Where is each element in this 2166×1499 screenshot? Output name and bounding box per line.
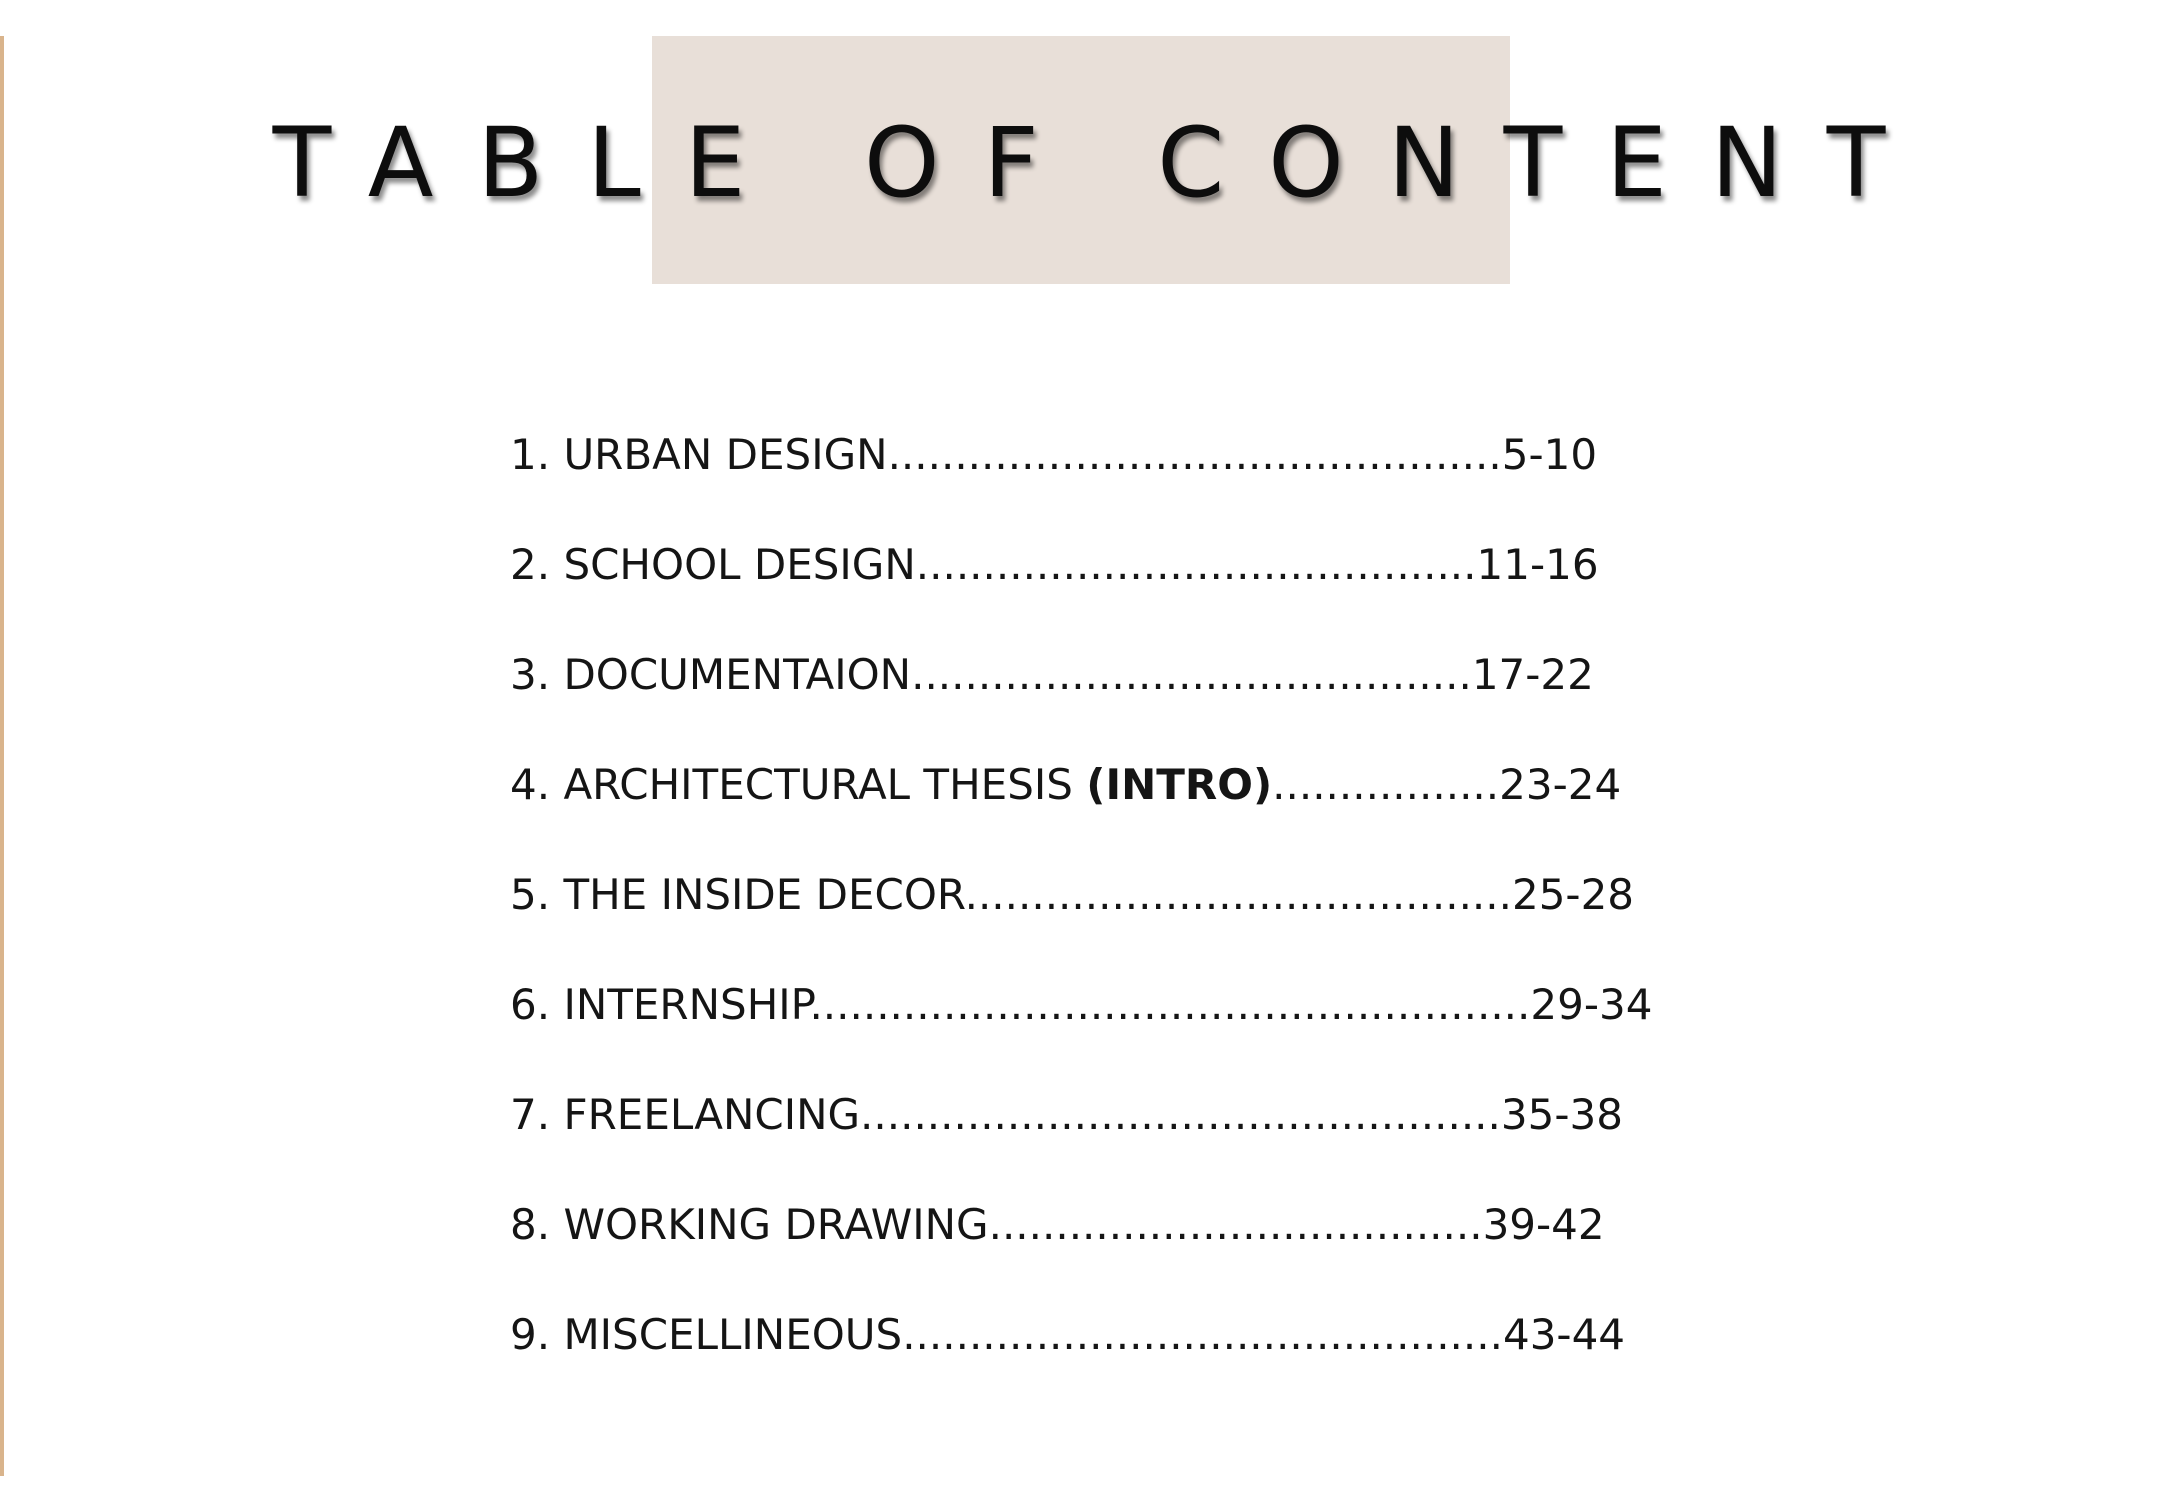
toc-entry-label: WORKING DRAWING [563,1200,989,1249]
toc-entry-number: 8. [510,1200,551,1249]
toc-entry-pages: 11-16 [1476,540,1599,589]
toc-entry-leader: ......................................... [964,870,1512,919]
toc-entry-number: 2. [510,540,551,589]
toc-entry-label: FREELANCING [563,1090,861,1139]
toc-entry-label: THE INSIDE DECOR [563,870,965,919]
toc-entry-working-drawing[interactable] [510,1170,1652,1280]
toc-entry-leader: .......................................... [911,650,1472,699]
toc-entry-architectural-thesis[interactable] [510,730,1652,840]
toc-entry-leader: ..................................... [988,1200,1483,1249]
page-title: TABLE OF CONTENT [272,107,1930,219]
toc-entry-pages: 35-38 [1500,1090,1623,1139]
toc-entry-label: ARCHITECTURAL THESIS [563,760,1073,809]
toc-entry-miscellineous[interactable] [510,1280,1652,1390]
toc-entry-number: 1. [510,430,551,479]
toc-entry-number: 5. [510,870,551,919]
toc-entry-pages: 29-34 [1530,980,1653,1029]
toc-entry-label: DOCUMENTAION [563,650,912,699]
toc-entry-inside-decor[interactable] [510,840,1652,950]
toc-entry-leader: ...................................................... [809,980,1531,1029]
toc-entry-label: URBAN DESIGN [563,430,888,479]
toc-entry-label: SCHOOL DESIGN [563,540,916,589]
toc-entry-number: 7. [510,1090,551,1139]
toc-entry-leader: ................................................ [860,1090,1501,1139]
toc-entry-pages: 23-24 [1499,760,1622,809]
toc-entry-leader: ................. [1272,760,1500,809]
toc-entry-number: 4. [510,760,551,809]
left-margin-rule [0,36,4,1476]
toc-entry-number: 9. [510,1310,551,1359]
toc-entry-pages: 5-10 [1501,430,1598,479]
toc-entry-label: INTERNSHIP [563,980,810,1029]
toc-entry-leader: .......................................... [915,540,1477,589]
toc-entry-leader: .............................................. [887,430,1502,479]
toc-entry-number: 3. [510,650,551,699]
toc-entry-school-design[interactable] [510,510,1652,620]
toc-entry-urban-design[interactable] [510,400,1652,510]
toc-entry-pages: 39-42 [1482,1200,1605,1249]
toc-entry-internship[interactable] [510,950,1652,1060]
toc-entry-pages: 25-28 [1511,870,1635,919]
toc-entry-emphasis: (INTRO) [1086,760,1273,809]
toc-entry-pages: 17-22 [1471,650,1594,699]
table-of-contents-list [510,400,1652,1390]
toc-entry-pages: 43-44 [1502,1310,1626,1359]
toc-entry-freelancing[interactable] [510,1060,1652,1170]
toc-entry-documentation[interactable] [510,620,1652,730]
toc-entry-number: 6. [510,980,551,1029]
toc-entry-leader: ............................................. [902,1310,1503,1359]
toc-entry-label: MISCELLINEOUS [563,1310,903,1359]
